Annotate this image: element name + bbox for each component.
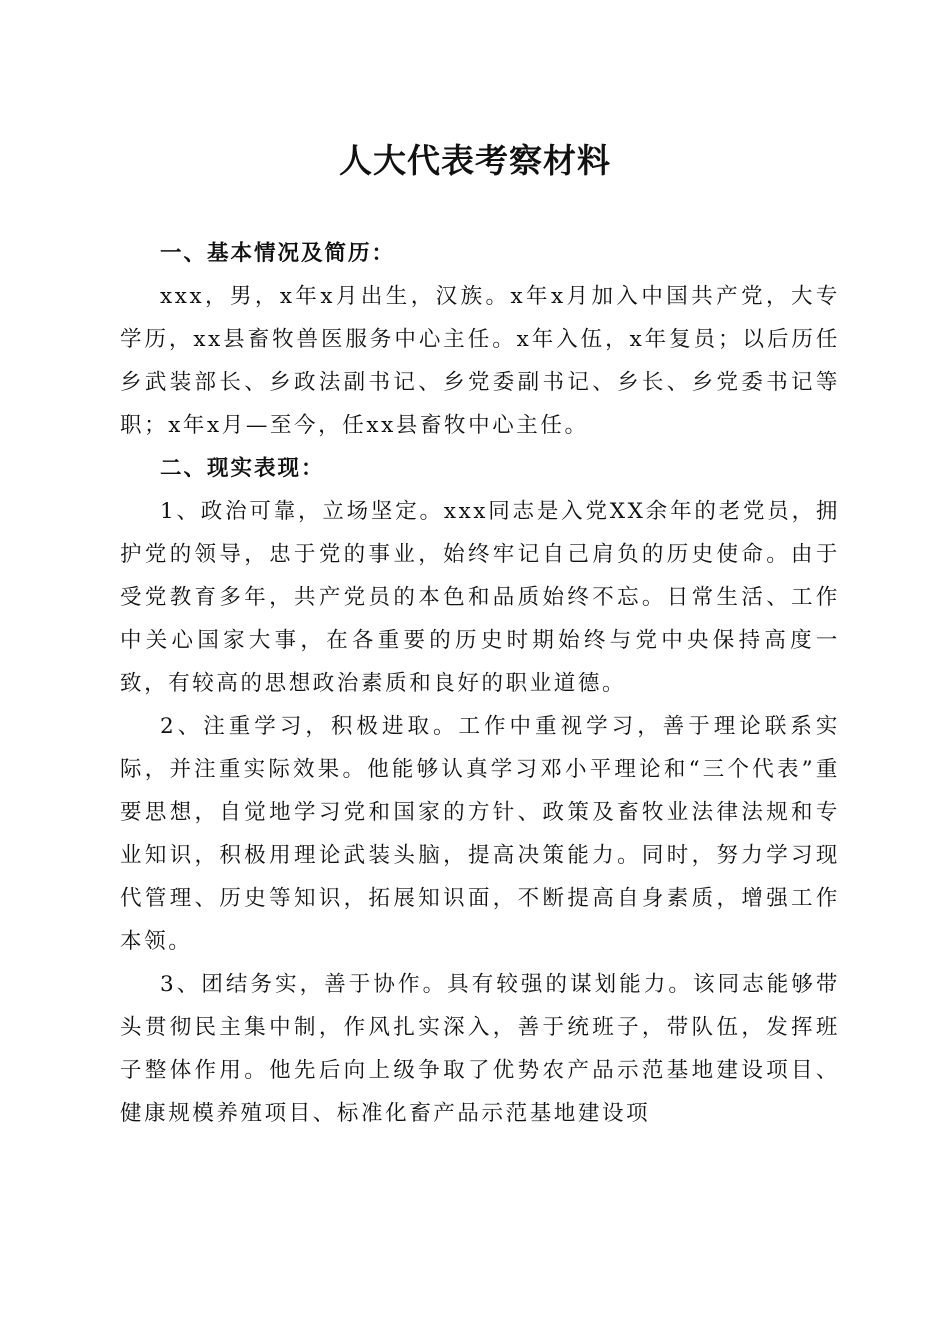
document-title: 人大代表考察材料 [339, 141, 611, 180]
section-heading-basic-info: 一、基本情况及简历： [160, 241, 396, 266]
paragraph-basic-info: xxx，男，x年x月出生，汉族。x年x月加入中国共产党，大专学历，xx县畜牧兽医服务中心主任。x年入伍，x年复员；以后历任乡武装部长、乡政法副书记、乡党委副书记、乡长、乡党委书记等职；x年x月—至今，任xx县畜牧中心主任。 [120, 284, 840, 438]
paragraph-political: 1、政治可靠，立场坚定。xxx同志是入党XX余年的老党员，拥护党的领导，忠于党的事业，始终牢记自己肩负的历史使命。由于受党教育多年，共产党员的本色和品质始终不忘。日常生活、工作中关心国家大事，在各重要的历史时期始终与党中央保持高度一致，有较高的思想政治素质和良好的职业道德。 [120, 499, 840, 696]
paragraph-learning: 2、注重学习，积极进取。工作中重视学习，善于理论联系实际，并注重实际效果。他能够认真学习邓小平理论和“三个代表”重要思想，自觉地学习党和国家的方针、政策及畜牧业法律法规和专业知识，积极用理论武装头脑，提高决策能力。同时，努力学习现代管理、历史等知识，拓展知识面，不断提高自身素质，增强工作本领。 [120, 714, 840, 954]
section-heading-performance: 二、现实表现： [160, 456, 325, 481]
document-body [120, 232, 840, 1135]
paragraph-teamwork: 3、团结务实，善于协作。具有较强的谋划能力。该同志能够带头贯彻民主集中制，作风扎实深入，善于统班子，带队伍，发挥班子整体作用。他先后向上级争取了优势农产品示范基地建设项目、健康规模养殖项目、标准化畜产品示范基地建设项 [120, 972, 840, 1126]
